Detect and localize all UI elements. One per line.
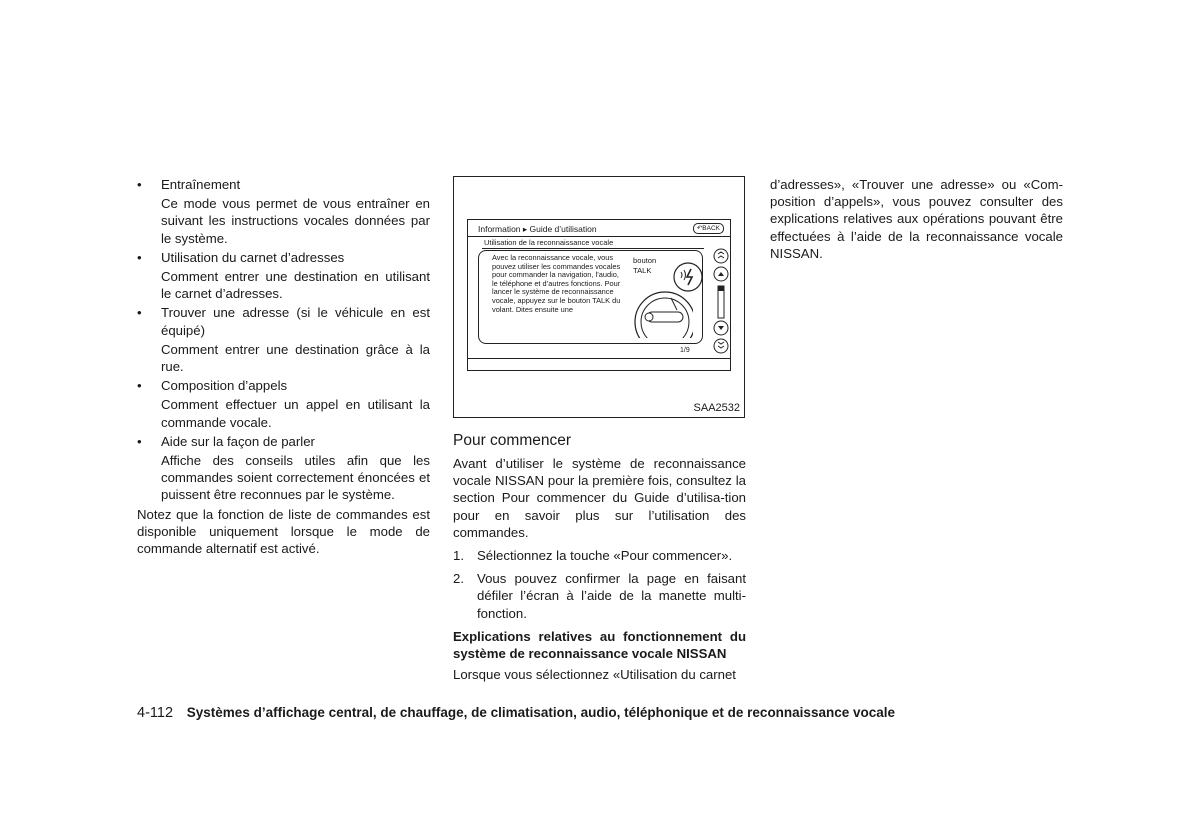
bullet-item bbox=[137, 304, 430, 375]
talk-button-label bbox=[633, 256, 656, 275]
talk-label-line2: TALK bbox=[633, 265, 652, 275]
right-column bbox=[770, 176, 1063, 262]
scroll-up-icon bbox=[714, 267, 728, 281]
scroll-down-icon bbox=[714, 321, 728, 335]
divider bbox=[468, 358, 730, 359]
talk-label-line1: bouton bbox=[633, 256, 657, 265]
back-button bbox=[693, 223, 724, 234]
page-indicator: 1/9 bbox=[680, 347, 690, 354]
bullet-item bbox=[137, 176, 430, 247]
bullet-icon: • bbox=[137, 305, 142, 321]
bullet-icon: • bbox=[137, 249, 142, 265]
panel-text: Avec la reconnaissance vocale, vous pouvez utiliser les commandes vocales pour commander la navigation, l’audio, le téléphone et d’autres fonctions. Pour lancer le système de reconnaissance vocale, appuyez sur le bouton TALK du volant. Dites ensuite une bbox=[492, 253, 621, 314]
step-text: Sélectionnez la touche «Pour commencer». bbox=[477, 548, 733, 564]
left-column bbox=[137, 176, 430, 557]
back-arrow-icon: ↶ bbox=[696, 225, 703, 232]
scroll-controls bbox=[712, 248, 730, 358]
bullet-title: Composition d’appels bbox=[161, 378, 288, 394]
bullet-title: Entraînement bbox=[161, 177, 241, 192]
screen-subtitle: Utilisation de la reconnaissance vocale bbox=[484, 238, 614, 247]
bullet-item bbox=[137, 249, 430, 303]
section-heading: Pour commencer bbox=[453, 432, 572, 449]
figure-frame bbox=[453, 176, 745, 418]
step-text: Vous pouvez confirmer la page en faisant défiler l’écran à l’aide de la manette multi-fonction. bbox=[477, 571, 746, 621]
steering-wheel-icon bbox=[633, 288, 693, 338]
bullet-description: Comment entrer une destination en utilisant le carnet d’adresses. bbox=[161, 269, 430, 302]
step-number: 1. bbox=[453, 548, 464, 564]
figure-code: SAA2532 bbox=[693, 402, 740, 414]
numbered-step bbox=[453, 570, 746, 622]
bullet-description: Comment effectuer un appel en utilisant la commande vocale. bbox=[161, 397, 430, 430]
chapter-title: Systèmes d’affichage central, de chauffage, de climatisation, audio, téléphonique et de reconnaissance vocale bbox=[186, 705, 896, 720]
voice-icon bbox=[714, 249, 728, 263]
subsection-heading: Explications relatives au fonctionnement du système de reconnaissance vocale NISSAN bbox=[453, 628, 746, 662]
back-button-label: BACK bbox=[702, 225, 720, 232]
bullet-title: Utilisation du carnet d’adresses bbox=[161, 249, 345, 265]
screen-title: Information ▸ Guide d’utilisation bbox=[478, 224, 597, 234]
bullet-item bbox=[137, 377, 430, 431]
scrollbar-thumb bbox=[718, 286, 724, 291]
divider bbox=[468, 236, 730, 237]
paragraph: Lorsque vous sélectionnez «Utilisation du carnet bbox=[453, 667, 736, 683]
bullet-icon: • bbox=[137, 433, 142, 449]
bullet-description: Ce mode vous permet de vous entraîner en suivant les instructions vocales données par le système. bbox=[161, 196, 430, 246]
numbered-step bbox=[453, 547, 746, 564]
bullet-item bbox=[137, 433, 430, 504]
page-down-icon bbox=[714, 339, 728, 353]
bullet-description: Affiche des conseils utiles afin que les commandes soient correctement énoncées et puissent être reconnues par le système. bbox=[161, 453, 430, 503]
bullet-title: Aide sur la façon de parler bbox=[161, 433, 315, 449]
page-footer bbox=[137, 705, 895, 721]
bullet-description: Comment entrer une destination grâce à la rue. bbox=[161, 341, 430, 375]
divider bbox=[482, 248, 704, 249]
page-number: 4-112 bbox=[137, 705, 174, 721]
step-number: 2. bbox=[453, 571, 464, 587]
intro-paragraph: Avant d’utiliser le système de reconnaissance vocale NISSAN pour la première fois, consultez la section Pour commencer du Guide d’utilisa-tion pour en savoir plus sur l’utilisation des commandes. bbox=[453, 456, 746, 540]
bullet-icon: • bbox=[137, 378, 142, 394]
display-screen bbox=[467, 219, 731, 371]
bullet-title: Trouver une adresse (si le véhicule en est équipé) bbox=[161, 305, 430, 338]
bullet-icon: • bbox=[137, 177, 142, 192]
note-paragraph: Notez que la fonction de liste de commandes est disponible uniquement lorsque le mode de commande alternatif est activé. bbox=[137, 506, 430, 557]
paragraph: d’adresses», «Trouver une adresse» ou «Com-position d’appels», vous pouvez consulter des explications relatives aux opérations pouvant être effectuées à l’aide de la reconnaissance vocale NISSAN. bbox=[770, 177, 1063, 261]
middle-column bbox=[453, 431, 746, 683]
